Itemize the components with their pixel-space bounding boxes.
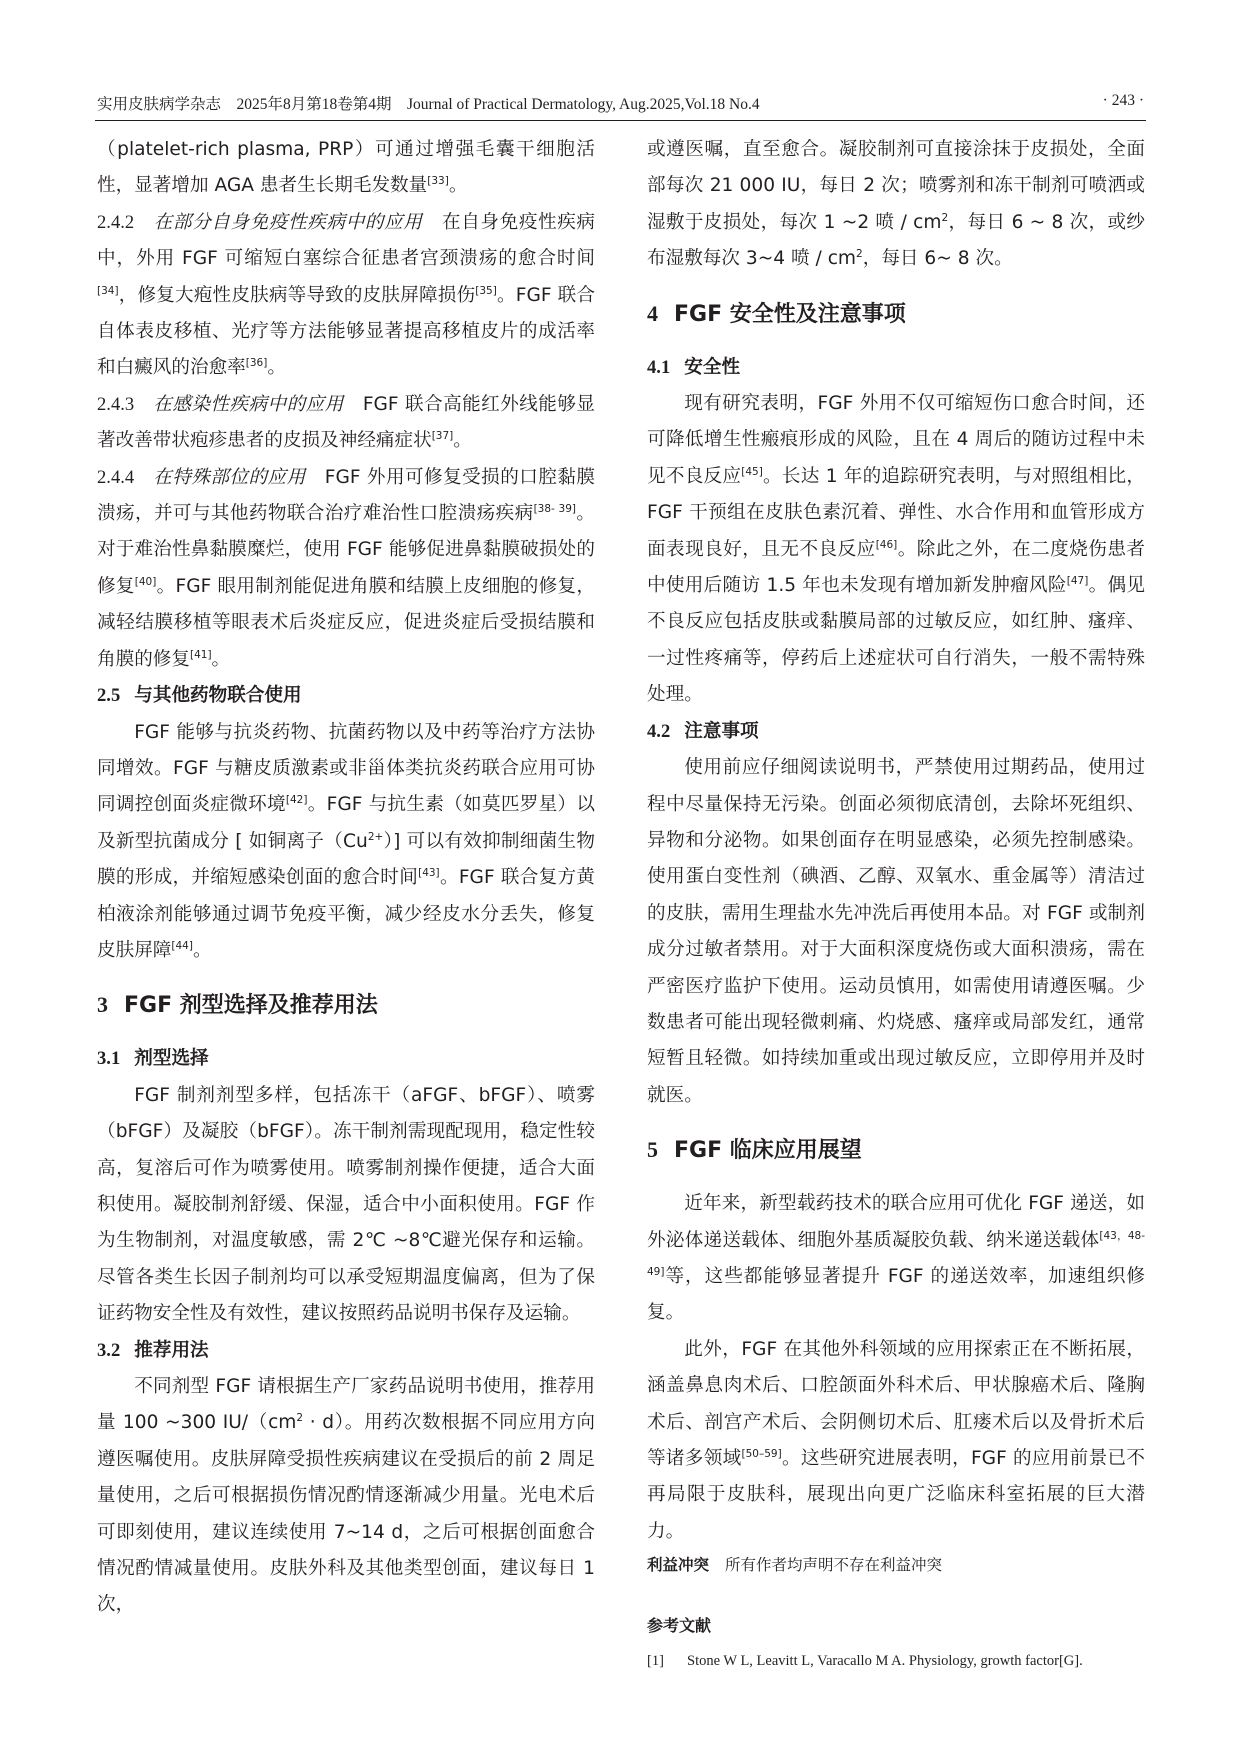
section-5-paragraph-1: 近年来，新型载药技术的联合应用可优化 FGF 递送，如外泌体递送载体、细胞外基质凝胶负载、纳米递送载体[43，48-49]等，这些都能够显著提升 FGF 的递送效率，加速组织修复。: [647, 1193, 1145, 1324]
references-heading: 参考文献: [647, 1616, 712, 1636]
section-2-5-body: FGF 能够与抗炎药物、抗菌药物以及中药等治疗方法协同增效。FGF 与糖皮质激素或非甾体类抗炎药联合应用可协同调控创面炎症微环境[42]。FGF 与抗生素（如莫匹罗星）以及新型抗菌成分 [ 如铜离子$(Cu^{2+})$] 可以有效抑制细菌生物膜的形成，并缩短感染创面的愈合时间[43]。FGF 联合复方黄柏液涂剂能够通过调节免疫平衡，减少经皮水分丢失，修复皮肤屏障[44]。: [97, 721, 596, 961]
citation-ref: [43，48-49]: [647, 1229, 1145, 1278]
superscript: 2: [941, 211, 949, 224]
citation-ref: [44]: [171, 939, 193, 952]
citation-ref: [46]: [875, 538, 898, 551]
section-4-2-heading: 4.2 注意事项: [647, 720, 759, 742]
paragraph-continued: 或遵医嘱，直至愈合。凝胶制剂可直接涂抹于皮损处，全面部每次 21 000 IU，每日 2 次；喷雾剂和冻干制剂可喷洒或湿敷于皮损处，每次 1 ~2 喷 / $cm^2$，每日 6 ~ 8 次，或纱布湿敷每次 3~4 喷 / $cm^2$，每日 6~ 8 次。: [647, 139, 1145, 270]
reference-text: Stone W L, Leavitt L, Varacallo M A. Physiology, growth factor[G].: [687, 1653, 1083, 1670]
section-4-1-body: 现有研究表明，FGF 外用不仅可缩短伤口愈合时间，还可降低增生性瘢痕形成的风险，且在 4 周后的随访过程中未见不良反应[45]。长达 1 年的追踪研究表明，与对照组相比，FGF 干预组在皮肤色素沉着、弹性、水合作用和血管形成方面表现良好，且无不良反应[46]。除此之外，在二度烧伤患者中使用后随访 1.5 年也未发现有增加新发肿瘤风险[47]。偶见不良反应包括皮肤或黏膜局部的过敏反应，如红肿、瘙痒、一过性疼痛等，停药后上述症状可自行消失，一般不需特殊处理。: [647, 393, 1145, 706]
section-3-heading: 3 FGF 剂型选择及推荐用法: [97, 992, 378, 1019]
superscript: 2: [296, 1412, 304, 1425]
section-heading: 在部分自身免疫性疾病中的应用: [153, 211, 423, 233]
running-header: [95, 86, 1146, 121]
citation-ref: [45]: [741, 465, 763, 478]
section-2-5-heading: 2.5 与其他药物联合使用: [97, 685, 302, 707]
section-3-1-body: FGF 制剂剂型多样，包括冻干（aFGF、bFGF）、喷雾（bFGF）及凝胶（bFGF）。冻干制剂需现配现用，稳定性较高，复溶后可作为喷雾使用。喷雾制剂操作便捷，适合大面积使用。凝胶制剂舒缓、保湿，适合中小面积使用。FGF 作为生物制剂，对温度敏感，需 2℃ ~8℃避光保存和运输。尽管各类生长因子制剂均可以承受短期温度偏离，但为了保证药物安全性及有效性，建议按照药品说明书保存及运输。: [97, 1084, 595, 1325]
section-2-4-3: 2.4.3 在感染性疾病中的应用 FGF 联合高能红外线能够显著改善带状疱疹患者的皮损及神经痛症状[37]。: [97, 393, 595, 452]
section-4-heading: 4 FGF 安全性及注意事项: [647, 300, 906, 327]
left-column: [97, 132, 595, 1624]
reference-number: [1]: [647, 1653, 664, 1670]
citation-ref: [43]: [418, 867, 440, 880]
right-column: [647, 132, 1145, 1672]
journal-citation-line: 实用皮肤病学杂志 2025年8月第18卷第4期 Journal of Practical Dermatology, Aug.2025,Vol.18 No.4: [97, 96, 760, 113]
citation-ref: [42]: [285, 794, 308, 807]
citation-ref: [47]: [1066, 575, 1089, 588]
section-2-4-2: 2.4.2 在部分自身免疫性疾病中的应用 在自身免疫性疾病中，外用 FGF 可缩短白塞综合征患者宫颈溃疡的愈合时间[34]，修复大疱性皮肤病等导致的皮肤屏障损伤[35]。FGF 联合自体表皮移植、光疗等方法能够显著提高移植皮片的成活率和白癜风的治愈率[36]。: [97, 211, 595, 379]
citation-ref: [38- 39]: [533, 503, 576, 516]
coi-text: 所有作者均声明不存在利益冲突: [725, 1556, 943, 1575]
citation-ref: [35]: [475, 284, 497, 297]
conflict-of-interest: [647, 1552, 1145, 1578]
section-3-1-heading: 3.1 剂型选择: [97, 1048, 209, 1070]
citation-ref: [50–59]: [741, 1448, 782, 1460]
section-number: 2.4.3: [97, 393, 135, 415]
section-number: 2.4.4: [97, 466, 135, 488]
paragraph-prp: （platelet-rich plasma, PRP）可通过增强毛囊干细胞活性，显著增加 AGA 患者生长期毛发数量[33]。: [97, 139, 595, 197]
section-number: 2.4.2: [97, 211, 135, 233]
section-5-heading: 5 FGF 临床应用展望: [647, 1137, 862, 1164]
citation-ref: [41]: [189, 648, 212, 661]
ion-charge: 2+: [367, 830, 384, 843]
page-number: · 243 ·: [1102, 92, 1144, 109]
reference-item: [647, 1650, 1145, 1672]
section-2-4-4: 2.4.4 在特殊部位的应用 FGF 外用可修复受损的口腔黏膜溃疡，并可与其他药物联合治疗难治性口腔溃疡疾病[38- 39]。对于难治性鼻黏膜糜烂，使用 FGF 能够促进鼻黏膜破损处的修复[40]。FGF 眼用制剂能促进角膜和结膜上皮细胞的修复，减轻结膜移植等眼表术后炎症反应，促进炎症后受损结膜和角膜的修复[41]。: [97, 466, 596, 670]
section-3-2-heading: 3.2 推荐用法: [97, 1339, 209, 1361]
citation-ref: [36]: [245, 357, 268, 370]
citation-ref: [34]: [97, 284, 119, 297]
section-3-2-body: 不同剂型 FGF 请根据生产厂家药品说明书使用，推荐用量 100 ~300 $IU/(cm^2 \cdot d)$。用药次数根据不同应用方向遵医嘱使用。皮肤屏障受损性疾病建议在受损后的前 2 周足量使用，之后可根据损伤情况酌情逐渐减少用量。光电术后可即刻使用，建议连续使用 7~14 d，之后可根据创面愈合情况酌情减量使用。皮肤外科及其他类型创面，建议每日 1 次，: [97, 1376, 595, 1616]
section-5-paragraph-2: 此外，FGF 在其他外科领域的应用探索正在不断拓展，涵盖鼻息肉术后、口腔颌面外科术后、甲状腺癌术后、隆胸术后、剖宫产术后、会阴侧切术后、肛瘘术后以及骨折术后等诸多领域[50–59]。这些研究进展表明，FGF 的应用前景已不再局限于皮肤科，展现出向更广泛临床科室拓展的巨大潜力。: [647, 1338, 1145, 1542]
section-4-1-heading: 4.1 安全性: [647, 356, 741, 378]
citation-ref: [37]: [431, 430, 454, 443]
superscript: 2: [856, 248, 863, 261]
section-heading: 在特殊部位的应用: [153, 466, 306, 488]
citation-ref: [40]: [134, 575, 157, 588]
section-heading: 在感染性疾病中的应用: [153, 393, 344, 415]
citation-ref: [33]: [427, 175, 449, 188]
section-4-2-body: 使用前应仔细阅读说明书，严禁使用过期药品，使用过程中尽量保持无污染。创面必须彻底清创，去除坏死组织、异物和分泌物。如果创面存在明显感染，必须先控制感染。使用蛋白变性剂（碘酒、乙醇、双氧水、重金属等）清洁过的皮肤，需用生理盐水先冲洗后再使用本品。对 FGF 或制剂成分过敏者禁用。对于大面积深度烧伤或大面积溃疡，需在严密医疗监护下使用。运动员慎用，如需使用请遵医嘱。少数患者可能出现轻微刺痛、灼烧感、瘙痒或局部发红，通常短暂且轻微。如持续加重或出现过敏反应，立即停用并及时就医。: [647, 757, 1145, 1106]
coi-label: 利益冲突: [647, 1556, 710, 1575]
